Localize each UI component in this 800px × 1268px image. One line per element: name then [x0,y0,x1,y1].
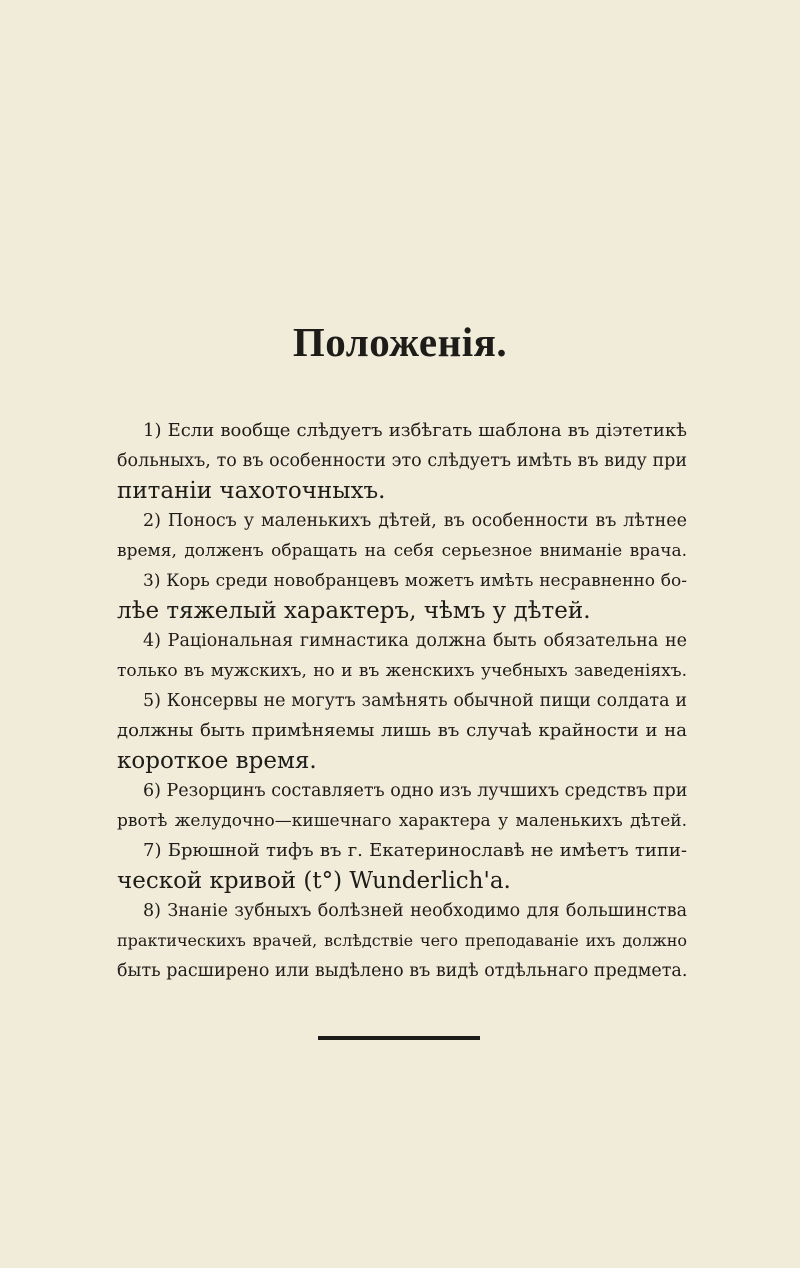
text-line: 3) Корь среди новобранцевъ можетъ имѣть несравненно бо- [143,571,687,591]
text-line: рвотѣ желудочно—кишечнаго характера у маленькихъ дѣтей. [117,811,687,831]
page-title: Положенія. [292,319,508,365]
closing-rule [318,1036,480,1040]
text-line: лѣе тяжелый характеръ, чѣмъ у дѣтей. [117,598,591,624]
text-line: 1) Если вообще слѣдуетъ избѣгать шаблона въ діэтетикѣ [143,420,687,441]
text-line: время, долженъ обращать на себя серьезное вниманіе врача. [117,541,687,561]
text-line: 4) Раціональная гимнастика должна быть обязательна не [143,631,687,651]
text-line: 6) Резорцинъ составляетъ одно изъ лучшихъ средствъ при [143,781,687,801]
text-line: практическихъ врачей, вслѣдствіе чего преподаваніе ихъ должно [117,931,687,950]
text-line: 5) Консервы не могутъ замѣнять обычной пищи солдата и [143,691,687,711]
text-line: 2) Поносъ у маленькихъ дѣтей, въ особенности въ лѣтнее [143,511,687,531]
text-line: должны быть примѣняемы лишь въ случаѣ крайности и на [117,720,687,741]
text-line: 8) Знаніе зубныхъ болѣзней необходимо для большинства [143,901,687,921]
text-line: питаніи чахоточныхъ. [117,478,386,504]
text-line: короткое время. [117,748,317,774]
text-line: ческой кривой (t°) Wunderlich'a. [117,868,511,894]
text-line: 7) Брюшной тифъ въ г. Екатеринославѣ не имѣетъ типи- [143,840,687,861]
text-line: только въ мужскихъ, но и въ женскихъ учебныхъ заведеніяхъ. [117,661,687,681]
text-line: быть расширено или выдѣлено въ видѣ отдѣльнаго предмета. [117,961,687,981]
text-line: больныхъ, то въ особенности это слѣдуетъ имѣть въ виду при [117,451,687,471]
